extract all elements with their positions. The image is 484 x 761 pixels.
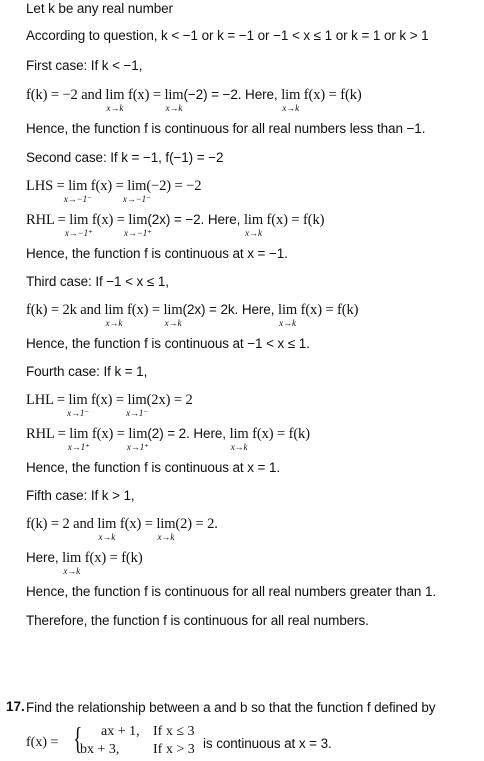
third-case-fk: f(k) = 2k and	[26, 302, 105, 318]
limit-operator: lim x→k	[105, 87, 125, 113]
rhl-conclusion: f(x) = f(k)	[263, 212, 325, 228]
fifth-case-hence: Hence, the function f is continuous for all real numbers greater than 1.	[26, 584, 437, 599]
first-case-value: (−2) = −2. Here,	[183, 87, 282, 102]
question-text: Find the relationship between a and b so that the function f defined by	[26, 700, 436, 715]
piecewise-brace: {	[73, 720, 83, 756]
third-case-value: (2x) = 2k. Here,	[182, 302, 279, 317]
limit-operator: lim x→k	[97, 516, 117, 542]
limit-operator: lim x→k	[156, 516, 176, 542]
first-case-hence: Hence, the function f is continuous for all real numbers less than −1.	[26, 121, 426, 136]
rhl-value: (2) = 2. Here,	[147, 426, 230, 441]
limit-operator: lim x→1⁻	[126, 392, 148, 418]
lhs-fx: f(x) =	[87, 178, 128, 194]
fifth-case-fk: f(k) = 2 and	[26, 516, 98, 532]
limit-operator: lim x→k	[164, 87, 184, 113]
limit-operator: lim x→k	[281, 87, 301, 113]
fourth-case-lhl	[26, 391, 193, 418]
fourth-case-hence: Hence, the function f is continuous at x = 1.	[26, 460, 281, 475]
piece-2-condition: If x > 3	[153, 742, 195, 757]
fifth-case-heading: Fifth case: If k > 1,	[26, 488, 135, 503]
rhl-fx: f(x) =	[88, 426, 129, 442]
limit-operator: lim x→1⁻	[67, 392, 89, 418]
third-case-hence: Hence, the function f is continuous at −1 < x ≤ 1.	[26, 336, 310, 351]
rhl-label: RHL =	[26, 426, 70, 442]
fifth-case-conclusion: f(x) = f(k)	[81, 550, 143, 566]
piece-2-expression: bx + 3,	[80, 742, 120, 757]
fifth-case-here	[26, 549, 143, 576]
first-case-fx: f(x) =	[124, 87, 165, 103]
third-case-conclusion: f(x) = f(k)	[297, 302, 359, 318]
second-case-lhs	[26, 177, 202, 204]
limit-operator: lim x→−1⁻	[63, 178, 92, 204]
limit-operator: lim x→1⁺	[67, 426, 90, 452]
second-case-hence: Hence, the function f is continuous at x = −1.	[26, 246, 288, 261]
limit-operator: lim x→k	[104, 302, 124, 328]
fifth-case-fx: f(x) =	[116, 516, 157, 532]
second-case-heading: Second case: If k = −1, f(−1) = −2	[26, 150, 224, 165]
intro-line: Let k be any real number	[26, 1, 173, 16]
fifth-case-equation	[26, 515, 218, 542]
third-case-heading: Third case: If −1 < x ≤ 1,	[26, 274, 169, 289]
rhl-label: RHL =	[26, 212, 70, 228]
limit-operator: lim x→−1⁻	[122, 178, 151, 204]
third-case-fx: f(x) =	[123, 302, 164, 318]
limit-operator: lim x→k	[163, 302, 183, 328]
rhl-fx: f(x) =	[88, 212, 129, 228]
second-case-rhl	[26, 211, 325, 238]
lhs-value: (−2) = −2	[146, 178, 202, 194]
fourth-case-heading: Fourth case: If k = 1,	[26, 364, 148, 379]
limit-operator: lim x→k	[62, 550, 82, 576]
first-case-conclusion: f(x) = f(k)	[300, 87, 362, 103]
piece-1-expression: ax + 1,	[101, 724, 140, 739]
lhl-label: LHL =	[26, 392, 69, 408]
limit-operator: lim x→k	[243, 212, 264, 238]
first-case-heading: First case: If k < −1,	[26, 58, 143, 73]
limit-operator: lim x→1⁺	[126, 426, 149, 452]
piece-1-condition: If x ≤ 3	[153, 724, 195, 739]
limit-operator: lim x→−1⁺	[64, 212, 93, 238]
rhl-conclusion: f(x) = f(k)	[248, 426, 310, 442]
rhl-value: (2x) = −2. Here,	[147, 212, 244, 227]
first-case-equation	[26, 86, 362, 113]
question-number: 17.	[6, 699, 25, 714]
question-tail: is continuous at x = 3.	[203, 736, 332, 751]
lhs-label: LHS =	[26, 178, 69, 194]
lhl-fx: f(x) =	[87, 392, 128, 408]
first-case-fk: f(k) = −2 and	[26, 87, 106, 103]
limit-operator: lim x→k	[229, 426, 249, 452]
function-lhs: f(x) =	[26, 735, 59, 750]
fourth-case-rhl	[26, 425, 310, 452]
question-condition-line: According to question, k < −1 or k = −1 or −1 < x ≤ 1 or k = 1 or k > 1	[26, 28, 429, 43]
limit-operator: lim x→−1⁺	[123, 212, 152, 238]
lhl-value: (2x) = 2	[146, 392, 193, 408]
fifth-case-value: (2) = 2.	[175, 516, 218, 532]
third-case-equation	[26, 301, 359, 328]
limit-operator: lim x→k	[278, 302, 298, 328]
final-conclusion: Therefore, the function f is continuous for all real numbers.	[26, 613, 369, 628]
here-label: Here,	[26, 550, 63, 565]
